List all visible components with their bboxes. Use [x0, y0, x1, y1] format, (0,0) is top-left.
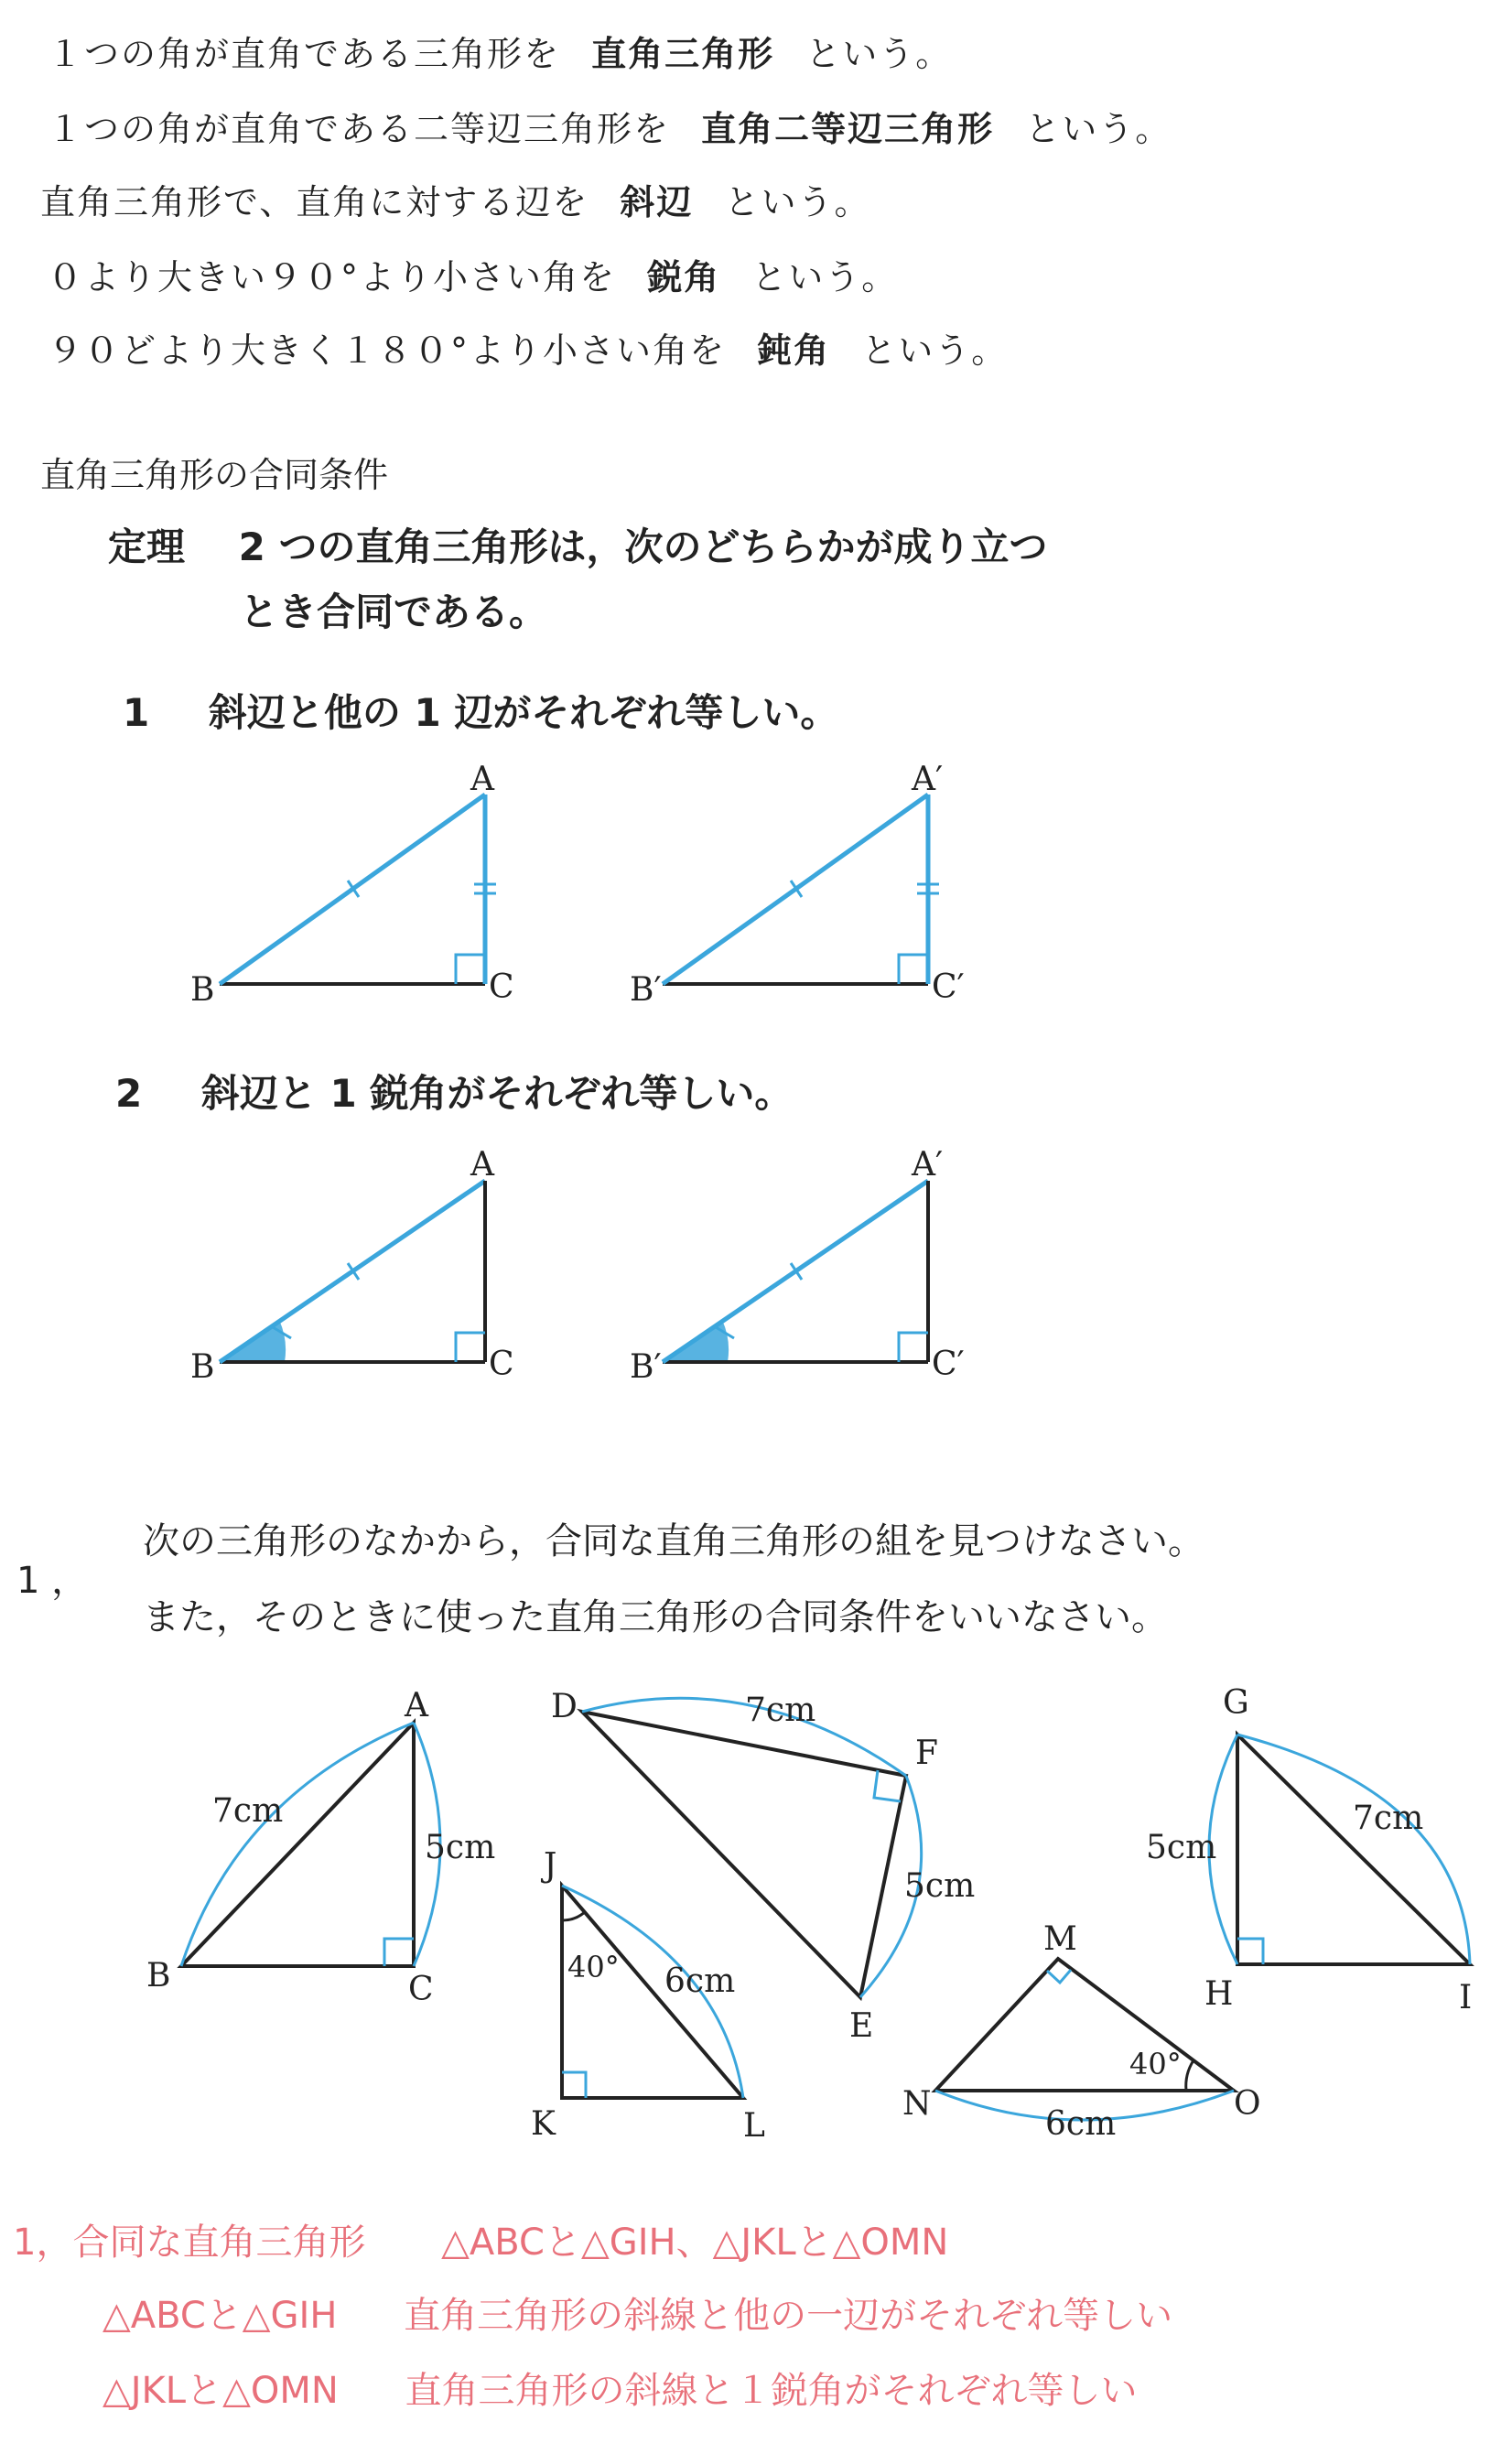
length-gi: 7cm — [1353, 1800, 1424, 1837]
case1-triangle-abc — [190, 761, 514, 1009]
problem-number: 1 ， — [16, 1560, 89, 1602]
theorem-text: 2 つの直角三角形は，次のどちらかが成り立つ — [238, 524, 1048, 569]
case-number: 1 — [123, 690, 150, 735]
theorem-line-2: とき合同である。 — [240, 589, 548, 634]
vertex-label-k: K — [531, 2105, 556, 2143]
definition-term: 鋭角 — [647, 257, 721, 297]
vertex-label-c: C — [408, 1971, 434, 2008]
vertex-label-l: L — [743, 2107, 765, 2145]
answer-label: 1，合同な直角三角形 — [13, 2222, 366, 2264]
vertex-label-c: C — [489, 1346, 514, 1383]
case-text: 斜辺と他の 1 辺がそれぞれ等しい。 — [208, 690, 839, 735]
definition-text: という。 — [861, 330, 1009, 371]
angle-o: 40° — [1129, 2047, 1182, 2081]
vertex-label-i: I — [1459, 1979, 1473, 2016]
vertex-label-b: B — [190, 1348, 215, 1386]
problem-triangle-jkl — [531, 1847, 765, 2145]
definition-text: ０より大きい９０°より小さい角を — [48, 257, 617, 297]
problem-triangle-abc — [146, 1687, 495, 2008]
vertex-label-e: E — [849, 2007, 874, 2045]
definition-text: という。 — [1025, 109, 1172, 149]
problem-triangle-ghi — [1146, 1684, 1472, 2016]
definition-text: 直角三角形で、直角に対する辺を — [40, 182, 589, 222]
vertex-label-f: F — [915, 1735, 938, 1772]
definition-term: 斜辺 — [620, 182, 694, 222]
length-fe: 5cm — [904, 1867, 976, 1905]
case-text: 斜辺と 1 鋭角がそれぞれ等しい。 — [200, 1071, 794, 1116]
length-ab: 7cm — [212, 1792, 284, 1830]
vertex-label-b: B — [190, 971, 215, 1009]
length-ac: 5cm — [425, 1829, 496, 1866]
vertex-label-j: J — [544, 1847, 557, 1885]
vertex-label-a: A — [405, 1687, 428, 1724]
vertex-label-m: M — [1043, 1920, 1077, 1958]
vertex-label-a-prime: A′ — [912, 1146, 944, 1184]
definition-text: １つの角が直角である二等辺三角形を — [48, 109, 671, 149]
vertex-label-d: D — [551, 1688, 578, 1725]
problem-triangle-mno — [902, 1920, 1261, 2143]
length-gh: 5cm — [1146, 1829, 1217, 1866]
definition-term: 直角三角形 — [591, 34, 775, 74]
answer-pair: △ABCと△GIH — [103, 2295, 338, 2337]
vertex-label-a: A — [470, 1146, 494, 1184]
vertex-label-a-prime: A′ — [912, 761, 944, 798]
case-number: 2 — [115, 1071, 143, 1116]
angle-j: 40° — [567, 1950, 620, 1984]
vertex-label-g: G — [1223, 1684, 1249, 1722]
definition-text: ９０どより大きく１８０°より小さい角を — [48, 330, 727, 371]
problem-line-2: また，そのときに使った直角三角形の合同条件をいいなさい。 — [143, 1596, 1168, 1638]
case1-triangle-abc-prime — [630, 761, 965, 1009]
section-title: 直角三角形の合同条件 — [40, 455, 389, 495]
vertex-label-c-prime: C′ — [932, 1346, 965, 1383]
definition-text: という。 — [805, 34, 953, 74]
definition-text: という。 — [751, 257, 899, 297]
length-df: 7cm — [745, 1692, 816, 1729]
case2-triangle-abc — [190, 1146, 514, 1386]
vertex-label-b-prime: B′ — [630, 1348, 662, 1386]
vertex-label-o: O — [1234, 2085, 1261, 2123]
length-no: 6cm — [1045, 2105, 1117, 2143]
answer-pair: △JKLと△OMN — [103, 2370, 339, 2412]
answer-reason: 直角三角形の斜線と他の一辺がそれぞれ等しい — [404, 2295, 1173, 2337]
vertex-label-b-prime: B′ — [630, 971, 662, 1009]
problem-line-1: 次の三角形のなかから，合同な直角三角形の組を見つけなさい。 — [143, 1520, 1204, 1562]
answer-reason: 直角三角形の斜線と１鋭角がそれぞれ等しい — [405, 2370, 1138, 2412]
problem-triangle-def — [551, 1688, 975, 2045]
case2-triangle-abc-prime — [630, 1146, 965, 1386]
definition-text: １つの角が直角である三角形を — [48, 34, 561, 74]
vertex-label-a: A — [470, 761, 494, 798]
vertex-label-c-prime: C′ — [932, 968, 965, 1006]
vertex-label-h: H — [1204, 1975, 1234, 2013]
length-jl: 6cm — [664, 1962, 736, 2000]
definition-term: 直角二等辺三角形 — [701, 109, 995, 149]
theorem-label: 定理 — [108, 524, 186, 569]
definition-text: という。 — [724, 182, 871, 222]
vertex-label-b: B — [146, 1957, 171, 1995]
answer-value: △ABCと△GIH、△JKLと△OMN — [441, 2222, 949, 2264]
definition-term: 鈍角 — [757, 330, 831, 371]
vertex-label-n: N — [902, 2085, 932, 2123]
vertex-label-c: C — [489, 968, 514, 1006]
